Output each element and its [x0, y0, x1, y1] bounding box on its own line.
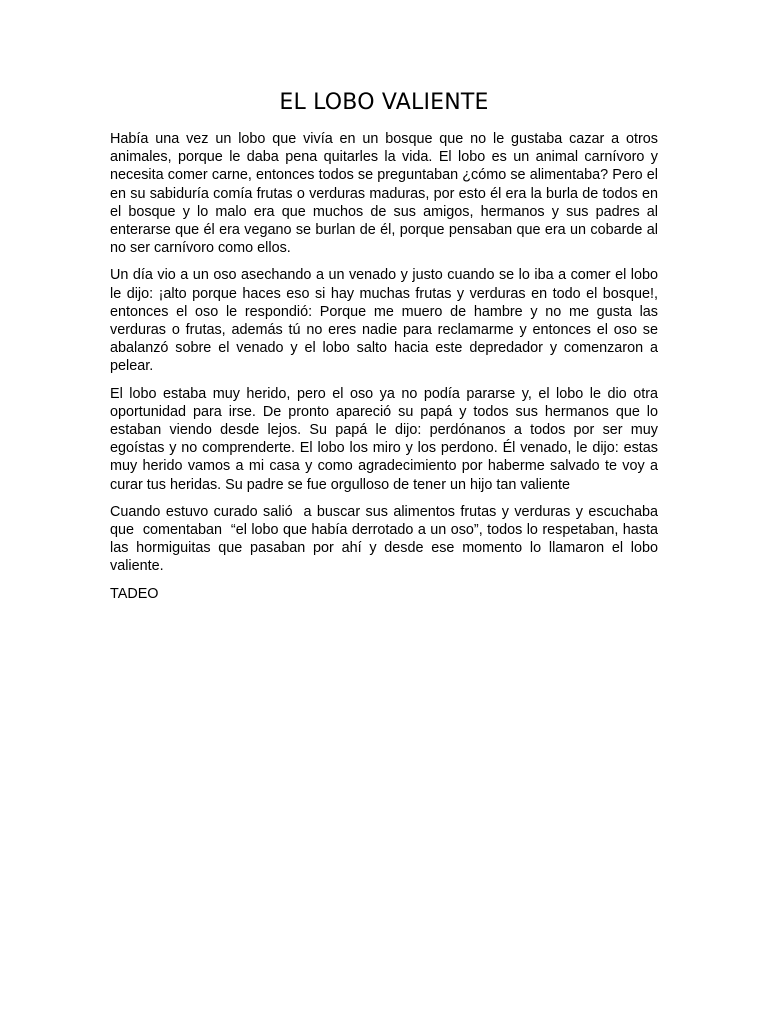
document-title: EL LOBO VALIENTE [279, 90, 489, 115]
document-body [110, 130, 662, 612]
paragraph-4: Cuando estuvo curado salió a buscar sus alimentos frutas y verduras y escuchaba que comentaban “el lobo que había derrotado a un oso”, todos lo respetaban, hasta las hormiguitas que pasaban por ahí y desde ese momento lo llamaron el lobo valiente. [110, 503, 662, 575]
paragraph-1: Había una vez un lobo que vivía en un bosque que no le gustaba cazar a otros animales, porque le daba pena quitarles la vida. El lobo es un animal carnívoro y necesita comer carne, entonces todos se preguntaban ¿cómo se alimentaba? Pero el en su sabiduría comía frutas o verduras maduras, por esto él era la burla de todos en el bosque y lo malo era que muchos de sus amigos, hermanos y sus padres al enterarse que él era vegano se burlan de él, porque pensaban que era un cobarde al no ser carnívoro como ellos. [110, 131, 662, 257]
author-signature: TADEO [110, 585, 159, 602]
paragraph-2: Un día vio a un oso asechando a un venado y justo cuando se lo iba a comer el lobo le dijo: ¡alto porque haces eso si hay muchas frutas y verduras en todo el bosque!, entonces el oso le respondió: Porque me muero de hambre y no me gusta las verduras o frutas, además tú no eres nadie para reclamarme y entonces el oso se abalanzó sobre el venado y el lobo salto hacia este depredador y comenzaron a pelear. [110, 267, 662, 375]
paragraph-3: El lobo estaba muy herido, pero el oso ya no podía pararse y, el lobo le dio otra oportunidad para irse. De pronto apareció su papá y todos sus hermanos que lo estaban viendo desde lejos. Su papá le dijo: perdónanos a todos por ser muy egoístas y no comprenderte. El lobo los miro y los perdono. Él venado, le dijo: estas muy herido vamos a mi casa y como agradecimiento por haberme salvado te voy a curar tus heridas. Su padre se fue orgulloso de tener un hijo tan valiente [110, 385, 662, 493]
